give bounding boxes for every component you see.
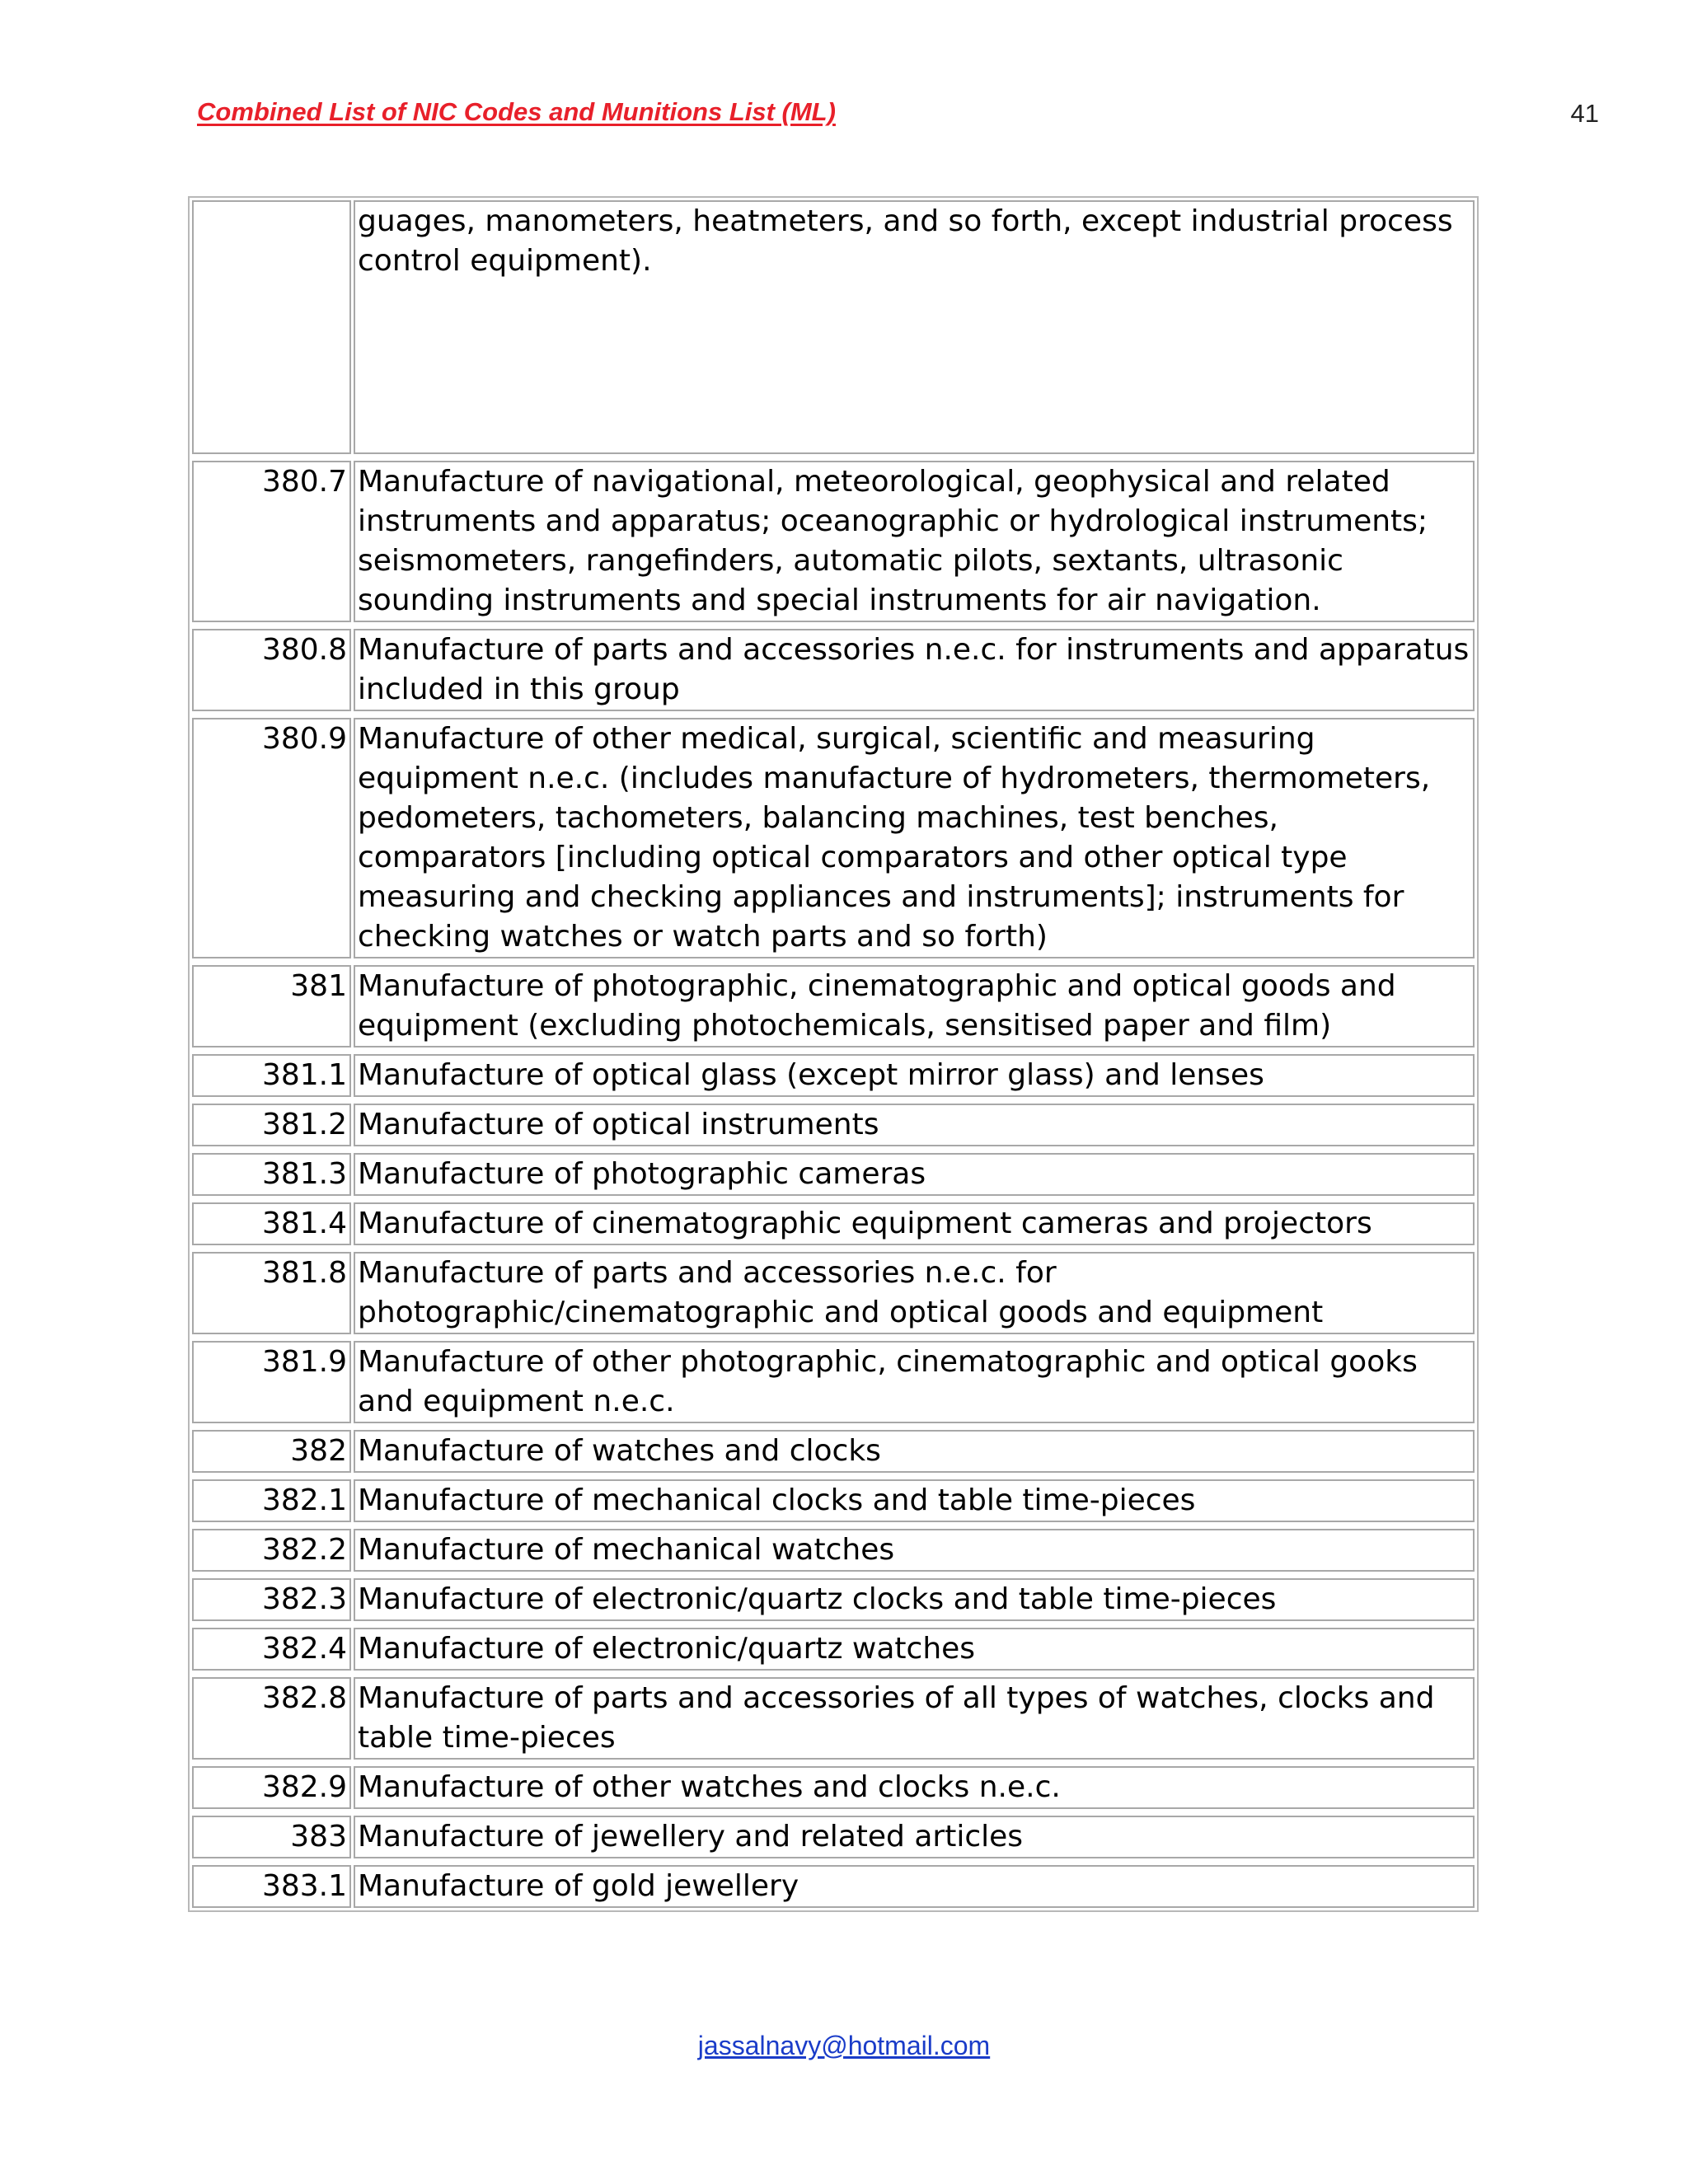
- code-cell: [192, 200, 351, 454]
- table-row: [192, 1628, 1475, 1671]
- description-cell: Manufacture of cinematographic equipment cameras and projectors: [354, 1202, 1475, 1245]
- table-row: [192, 1479, 1475, 1522]
- table-row: [192, 1677, 1475, 1760]
- table-row: [192, 965, 1475, 1047]
- table-row: [192, 1054, 1475, 1097]
- code-cell: 381.1: [192, 1054, 351, 1097]
- table-row: [192, 1341, 1475, 1423]
- description-cell: guages, manometers, heatmeters, and so forth, except industrial process control equipment).: [354, 200, 1475, 454]
- description-cell: Manufacture of electronic/quartz watches: [354, 1628, 1475, 1671]
- description-cell: Manufacture of parts and accessories n.e.c. for photographic/cinematographic and optical goods and equipment: [354, 1252, 1475, 1334]
- description-cell: Manufacture of other watches and clocks n.e.c.: [354, 1766, 1475, 1809]
- code-cell: 381.8: [192, 1252, 351, 1334]
- nic-code-table: [188, 196, 1479, 1912]
- description-cell: Manufacture of parts and accessories of all types of watches, clocks and table time-pieces: [354, 1677, 1475, 1760]
- code-cell: 383: [192, 1816, 351, 1858]
- table-row: [192, 1104, 1475, 1146]
- footer: [0, 2031, 1688, 2061]
- footer-email-link[interactable]: jassalnavy@hotmail.com: [697, 2031, 991, 2060]
- description-cell: Manufacture of navigational, meteorological, geophysical and related instruments and apparatus; oceanographic or hydrological instruments; seismometers, rangefinders, automatic pilots, sextants, ultrasonic sounding instruments and special instruments for air navigation.: [354, 461, 1475, 622]
- description-cell: Manufacture of other medical, surgical, scientific and measuring equipment n.e.c. (includes manufacture of hydrometers, thermometers, pedometers, tachometers, balancing machines, test benches, comparators [including optical comparators and other optical type measuring and checking appliances and instruments]; instruments for checking watches or watch parts and so forth): [354, 718, 1475, 958]
- code-cell: 382.1: [192, 1479, 351, 1522]
- code-cell: 382: [192, 1430, 351, 1473]
- table-row: [192, 1816, 1475, 1858]
- description-cell: Manufacture of optical instruments: [354, 1104, 1475, 1146]
- code-cell: 382.9: [192, 1766, 351, 1809]
- page-number: 41: [1570, 99, 1599, 128]
- code-cell: 382.3: [192, 1578, 351, 1621]
- table-row: [192, 1529, 1475, 1572]
- table-row: [192, 461, 1475, 622]
- table-row: [192, 1153, 1475, 1196]
- description-cell: Manufacture of photographic cameras: [354, 1153, 1475, 1196]
- code-cell: 382.2: [192, 1529, 351, 1572]
- table-row: [192, 1865, 1475, 1908]
- code-cell: 382.8: [192, 1677, 351, 1760]
- description-cell: Manufacture of photographic, cinematographic and optical goods and equipment (excluding photochemicals, sensitised paper and film): [354, 965, 1475, 1047]
- code-cell: 381: [192, 965, 351, 1047]
- table-row: [192, 1252, 1475, 1334]
- table-row: [192, 718, 1475, 958]
- description-cell: Manufacture of parts and accessories n.e.c. for instruments and apparatus included in this group: [354, 629, 1475, 711]
- code-cell: 381.2: [192, 1104, 351, 1146]
- description-cell: Manufacture of electronic/quartz clocks and table time-pieces: [354, 1578, 1475, 1621]
- code-cell: 381.3: [192, 1153, 351, 1196]
- code-cell: 382.4: [192, 1628, 351, 1671]
- description-cell: Manufacture of jewellery and related articles: [354, 1816, 1475, 1858]
- code-cell: 381.4: [192, 1202, 351, 1245]
- description-cell: Manufacture of watches and clocks: [354, 1430, 1475, 1473]
- table-row: [192, 200, 1475, 454]
- table-row: [192, 629, 1475, 711]
- table-row: [192, 1202, 1475, 1245]
- code-cell: 380.7: [192, 461, 351, 622]
- description-cell: Manufacture of mechanical watches: [354, 1529, 1475, 1572]
- description-cell: Manufacture of mechanical clocks and table time-pieces: [354, 1479, 1475, 1522]
- description-cell: Manufacture of gold jewellery: [354, 1865, 1475, 1908]
- document-title: Combined List of NIC Codes and Munitions List (ML): [197, 97, 836, 126]
- description-cell: Manufacture of other photographic, cinematographic and optical gooks and equipment n.e.c.: [354, 1341, 1475, 1423]
- table-row: [192, 1578, 1475, 1621]
- code-cell: 380.9: [192, 718, 351, 958]
- code-cell: 383.1: [192, 1865, 351, 1908]
- code-cell: 380.8: [192, 629, 351, 711]
- table-row: [192, 1430, 1475, 1473]
- description-cell: Manufacture of optical glass (except mirror glass) and lenses: [354, 1054, 1475, 1097]
- table-row: [192, 1766, 1475, 1809]
- code-cell: 381.9: [192, 1341, 351, 1423]
